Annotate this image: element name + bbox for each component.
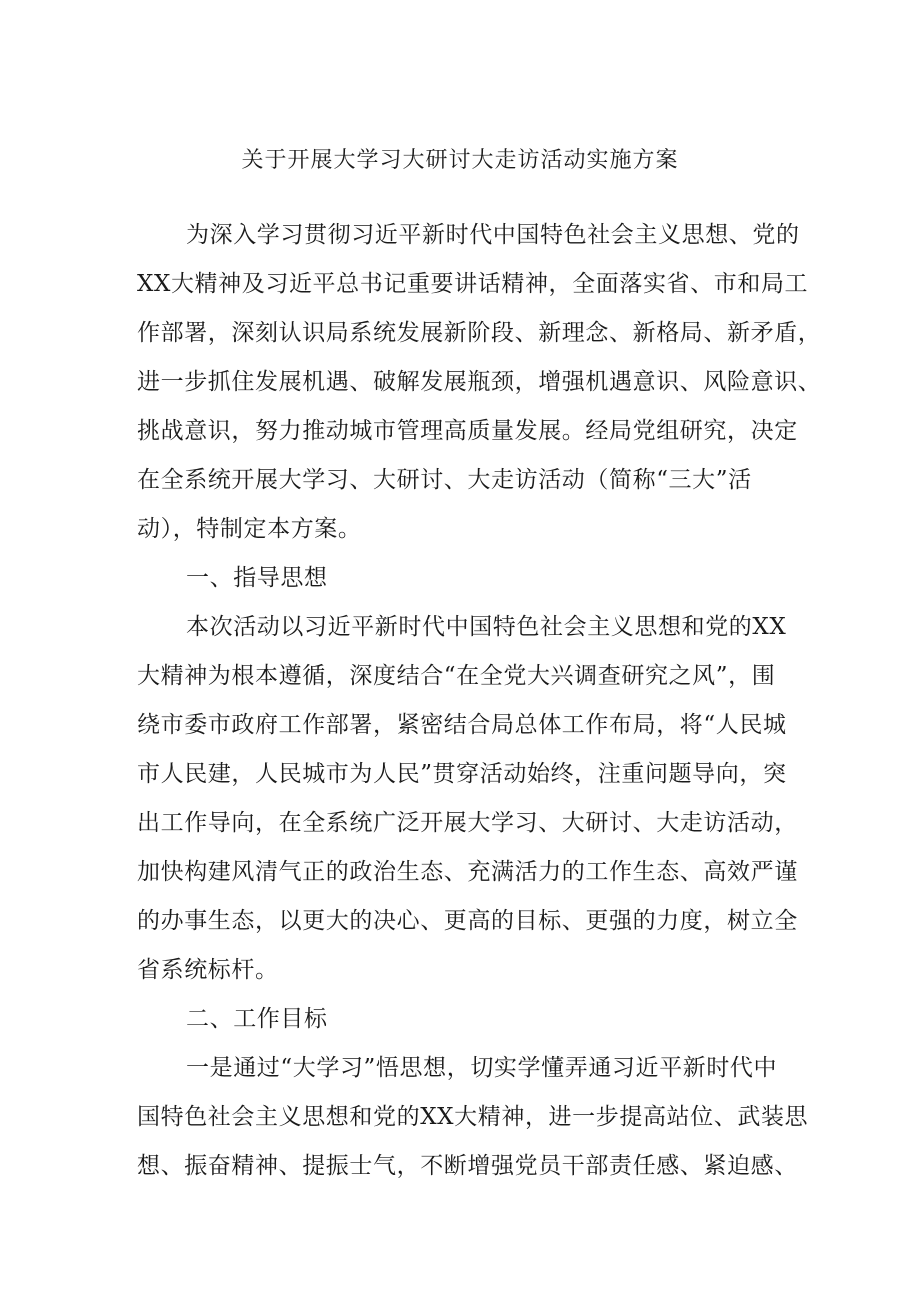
paragraph-line: 在全系统开展大学习、大研讨、大走访活动（简称“三大”活: [137, 467, 752, 493]
paragraph-line: 出工作导向，在全系统广泛开展大学习、大研讨、大走访活动，: [137, 810, 798, 836]
paragraph-line: XX大精神及习近平总书记重要讲话精神，全面落实省、市和局工: [137, 271, 809, 297]
document-title: 关于开展大学习大研讨大走访活动实施方案: [241, 148, 679, 173]
paragraph-line: 为深入学习贯彻习近平新时代中国特色社会主义思想、党的: [186, 222, 800, 248]
paragraph-line: 的办事生态，以更大的决心、更高的目标、更强的力度，树立全: [137, 908, 798, 934]
paragraph-line: 加快构建风清气正的政治生态、充满活力的工作生态、高效严谨: [137, 859, 798, 885]
paragraph-line: 本次活动以习近平新时代中国特色社会主义思想和党的XX: [186, 614, 787, 640]
paragraph-line: 作部署，深刻认识局系统发展新阶段、新理念、新格局、新矛盾，: [137, 320, 822, 346]
paragraph-line: 国特色社会主义思想和党的XX大精神，进一步提高站位、武装思: [137, 1104, 809, 1130]
paragraph-line: 绕市委市政府工作部署，紧密结合局总体工作布局，将“人民城: [137, 712, 787, 738]
paragraph-line: 想、振奋精神、提振士气，不断增强党员干部责任感、紧迫感、: [137, 1153, 798, 1179]
paragraph-line: 挑战意识，努力推动城市管理高质量发展。经局党组研究，决定: [137, 418, 798, 444]
paragraph-line: 一是通过“大学习”悟思想，切实学懂弄通习近平新时代中: [186, 1055, 778, 1081]
paragraph-line: 大精神为根本遵循，深度结合“在全党大兴调查研究之风”，围: [137, 663, 776, 689]
paragraph-line: 省系统标杆。: [137, 957, 279, 983]
section-heading: 一、指导思想: [186, 565, 328, 591]
paragraph-line: 市人民建，人民城市为人民”贯穿活动始终，注重问题导向，突: [137, 761, 787, 787]
paragraph-line: 动），特制定本方案。: [137, 516, 362, 542]
section-heading: 二、工作目标: [186, 1006, 328, 1032]
paragraph-line: 进一步抓住发展机遇、破解发展瓶颈，增强机遇意识、风险意识、: [137, 369, 822, 395]
